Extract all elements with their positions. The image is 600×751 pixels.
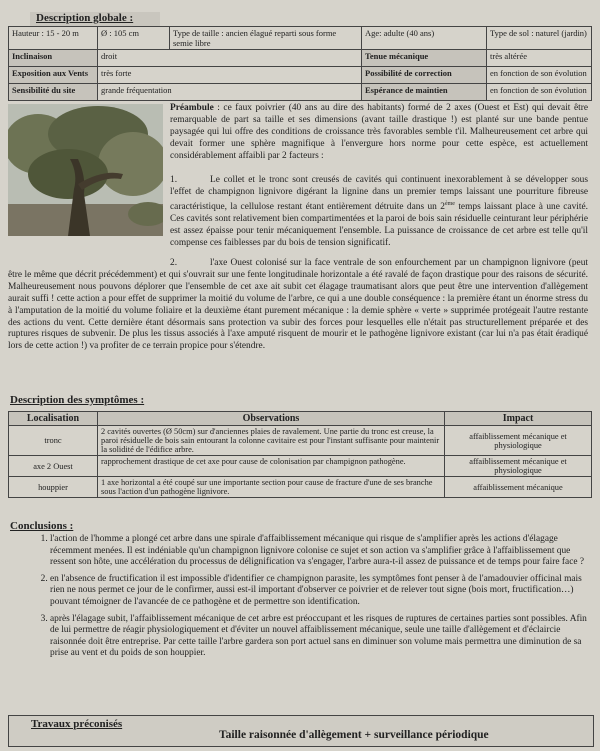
preambule-paragraph — [170, 103, 588, 163]
grid-label: Inclinaison — [9, 50, 98, 67]
grid-value: très forte — [98, 67, 362, 84]
grid-label: Exposition aux Vents — [9, 67, 98, 84]
cell-impact: affaiblissement mécanique et physiologique — [445, 456, 592, 477]
factor2-number: 2. — [170, 258, 178, 268]
grid-cell-diameter: Ø : 105 cm — [98, 27, 170, 50]
cell-observations: 2 cavités ouvertes (Ø 50cm) sur d'anciennes plaies de ravalement. Une partie du tronc est creuse, la paroi résiduelle de bois sain entourant la colonne cavitaire est pour l'instant suffisante pour maintenir la solidité de l'édifice arbre. — [98, 426, 445, 456]
cell-impact: affaiblissement mécanique — [445, 477, 592, 498]
preambule-label: Préambule — [170, 103, 214, 113]
grid-value: en fonction de son évolution — [487, 84, 592, 101]
section-title-symptoms: Description des symptômes : — [10, 394, 145, 406]
description-grid — [8, 26, 592, 101]
table-row — [9, 477, 592, 498]
factor1-sup: ème — [444, 200, 455, 207]
grid-row — [9, 50, 592, 67]
conclusions-list — [22, 534, 588, 660]
recommended-works-box — [8, 715, 594, 747]
tree-photo-graphic — [8, 104, 163, 236]
recommended-works-value: Taille raisonnée d'allègement + surveillance périodique — [219, 729, 489, 741]
section-title-description: Description globale : — [36, 12, 134, 24]
symptoms-header-row — [9, 412, 592, 426]
cell-localisation: houppier — [9, 477, 98, 498]
table-row — [9, 456, 592, 477]
factor1-text-a: Le collet et le tronc sont creusés de cavités qui continuent inexorablement à se développer sous l'effet de champignon lignivore digérant la lignine dans un premier temps laissant une pourriture fibreuse caractéristique, la cellulose restant étant entièrement détruite dans un 2 — [170, 175, 588, 212]
factor2-paragraph: l'axe Ouest colonisé sur la face ventrale de son enfourchement par un champignon lignivore (peut être le même que décrit précédemment) et qui s'ouvrait sur une fente longitudinale horizontale a été ravalé de façon drastique pour des raisons de sécurité. Malheureusement nous pouvons déplorer que l'ensemble de cet axe ait subit cet élagage traumatisant alors que peut être une intervention d'allègement aurait suffi ! cette action a pour effet de supprimer la moitié du volume de l'arbre, ce qui a une double conséquence : la première étant un énorme stress du à l'amputation de la moitié du volume foliaire et la deuxième étant purement mécanique : la demie sphère « verte » supprimée protégeait l'autre restante des actions du vent. Cette dernière étant désormais sans protection va subir des forces pour lesquelles elle n'était pas structurellement préparée et des ruptures risques de subvenir. De plus les tissus associés à l'axe amputé risquent de mourir et le pathogène lignivore existant (car lui n'a pas était éradiqué lors de cette action !) va profiter de ce terrain propice pour s'étendre. — [8, 258, 588, 352]
grid-cell-soil: Type de sol : naturel (jardin) — [487, 27, 592, 50]
grid-cell-pruning: Type de taille : ancien élagué reparti sous forme semie libre — [170, 27, 362, 50]
cell-localisation: axe 2 Ouest — [9, 456, 98, 477]
grid-value: droit — [98, 50, 362, 67]
col-header-impact: Impact — [445, 412, 592, 426]
symptoms-table — [8, 411, 592, 498]
factor1-number: 1. — [170, 175, 178, 185]
grid-label: Possibilité de correction — [362, 67, 487, 84]
grid-cell-age: Age: adulte (40 ans) — [362, 27, 487, 50]
factor1-paragraph — [170, 175, 588, 250]
tree-photo — [8, 104, 163, 236]
cell-localisation: tronc — [9, 426, 98, 456]
grid-row — [9, 27, 592, 50]
grid-value: très altérée — [487, 50, 592, 67]
recommended-works-label: Travaux préconisés — [31, 718, 123, 730]
cell-impact: affaiblissement mécanique et physiologique — [445, 426, 592, 456]
grid-label: Tenue mécanique — [362, 50, 487, 67]
grid-label: Sensibilité du site — [9, 84, 98, 101]
grid-cell-height: Hauteur : 15 - 20 m — [9, 27, 98, 50]
list-item: 2. en l'absence de fructification il est impossible d'identifier ce champignon parasite, les symptômes font penser à de l'amadouvier officinal mais rien ne nous permet ce jour de le confirmer, aussi est-il important d'observer ce poivrier et de relever tout signe (bois mort, fructification…) pouvant témoigner de l'avancée de ce pathogène et de permettre son identification. — [50, 574, 588, 609]
grid-row — [9, 84, 592, 101]
list-item: 3. après l'élagage subit, l'affaiblissement mécanique de cet arbre est préoccupant et les risques de ruptures de certaines parties sont possibles. Afin de lui permettre de réagir physiologiquement et d'éviter un nouvel affaiblissement mécanique, seule une taille d'allègement et d'éclaircie raisonnée doit être entreprise. Par cette taille l'arbre gardera son port actuel sans en diminuer son volume mais permettra une diminution de sa prise au vent et du poids de son houppier. — [50, 614, 588, 660]
table-row — [9, 426, 592, 456]
grid-value: grande fréquentation — [98, 84, 362, 101]
cell-observations: rapprochement drastique de cet axe pour cause de colonisation par champignon pathogène. — [98, 456, 445, 477]
section-title-conclusions: Conclusions : — [10, 520, 74, 532]
conclusions-block — [22, 534, 588, 665]
cell-observations: 1 axe horizontal a été coupé sur une importante section pour cause de fracture d'une de ses branche sous l'action d'un pathogène lignivore. — [98, 477, 445, 498]
grid-row — [9, 67, 592, 84]
factor1-text-b: temps laissant place à une cavité. Ces cavités sont relativement bien compartimentées et la paroi de bois sain résiduelle ceinturant leur périphérie est assez épaisse pour tenir mécaniquement l'ensemble. La puissance de croissance de cet arbre est telle qu'il compense ces faiblesses par du bois de tension significatif. — [170, 201, 588, 248]
col-header-localisation: Localisation — [9, 412, 98, 426]
list-item: 1. l'action de l'homme a plongé cet arbre dans une spirale d'affaiblissement mécanique qui risque de s'amplifier après les actions d'élagage récemment menées. Il est indéniable qu'un champignon lignivore colonise ce sujet et son action va s'amplifier grâce à l'affaiblissement que ressent son hôte, une accélération du processus de délignification va s'engager, l'arbre aura-t-il assez de puissance et de temps pour faire face ? — [50, 534, 588, 569]
col-header-observations: Observations — [98, 412, 445, 426]
grid-value: en fonction de son évolution — [487, 67, 592, 84]
grid-label: Espérance de maintien — [362, 84, 487, 101]
preambule-text: : ce faux poivrier (40 ans au dire des habitants) formé de 2 axes (Ouest et Est) qui devait être remarquable de part sa taille et ses dimensions (avant taille drastique !) est planté sur une bande pentue paysagée qui lui offre des conditions de croissance très favorables semble t'il. Malheureusement cet arbre qui devait former une sphère magnifique à l'envergure hors norme pour cette espèce, est actuellement considérablement affaibli par 2 facteurs : — [170, 103, 588, 161]
